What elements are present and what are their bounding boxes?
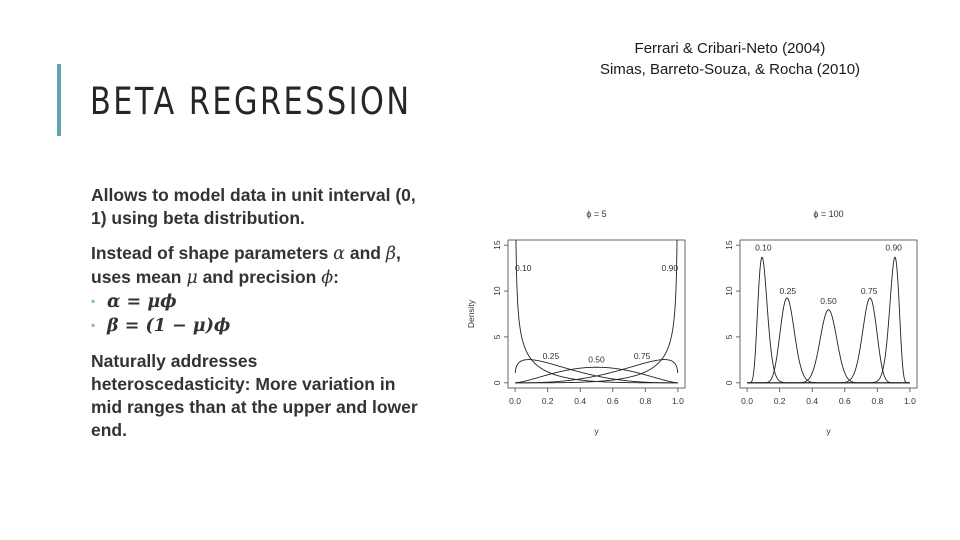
density-line-1-4 xyxy=(747,257,910,383)
bullet-1: Allows to model data in unit interval (0, 1) using beta distribution. xyxy=(91,185,416,228)
plot-frame-1 xyxy=(740,240,917,388)
phi-symbol: ϕ xyxy=(321,268,334,288)
series-label-0-4: 0.90 xyxy=(661,262,679,273)
chart-title-0: ϕ = 5 xyxy=(586,209,607,219)
slide-title: BETA REGRESSION xyxy=(90,80,412,123)
bullet-2 xyxy=(91,242,421,290)
series-label-0-2: 0.50 xyxy=(588,354,605,365)
bullet-3: Naturally addresses heteroscedasticity: More variation in mid ranges than at the upper and lower end. xyxy=(91,351,418,440)
plot-frame-0 xyxy=(508,240,685,388)
x-tick-label-1-3: 0.6 xyxy=(838,396,851,406)
bullet-2-text-d: and precision xyxy=(197,267,322,287)
accent-bar xyxy=(57,64,61,136)
density-line-0-2 xyxy=(515,367,678,383)
beta-formula: β = (1 − μ)ϕ xyxy=(107,316,231,336)
citation-1: Ferrari & Cribari-Neto (2004) xyxy=(634,40,826,57)
series-label-1-1: 0.25 xyxy=(779,285,797,296)
bullet-2-text-e: : xyxy=(333,267,339,287)
y-tick-label-1-2: 10 xyxy=(724,286,734,296)
alpha-symbol: α xyxy=(333,244,345,264)
alpha-formula: α = μϕ xyxy=(107,292,177,312)
bullet-2-text-a: Instead of shape parameters xyxy=(91,243,334,263)
bullet-2-text-b: and xyxy=(345,243,386,263)
x-tick-label-1-4: 0.8 xyxy=(871,396,884,406)
y-tick-label-0-2: 10 xyxy=(492,286,502,296)
bullet-dot-icon: ▪ xyxy=(91,294,96,308)
series-label-1-4: 0.90 xyxy=(885,242,902,253)
y-tick-label-0-1: 5 xyxy=(492,334,502,340)
x-tick-label-0-2: 0.4 xyxy=(574,396,587,406)
x-axis-label-0: y xyxy=(594,426,599,436)
x-tick-label-0-5: 1.0 xyxy=(672,396,684,406)
bullet-2-text-c: , uses mean xyxy=(91,243,401,287)
mu-symbol: μ xyxy=(186,268,198,288)
x-tick-label-0-4: 0.8 xyxy=(639,396,652,406)
x-tick-label-0-1: 0.2 xyxy=(541,396,554,406)
citation-2: Simas, Barreto-Souza, & Rocha (2010) xyxy=(599,61,861,78)
bullet-dot-icon: ▪ xyxy=(91,318,96,332)
series-label-0-3: 0.75 xyxy=(633,350,651,361)
density-line-1-2 xyxy=(747,310,910,383)
y-tick-label-1-3: 15 xyxy=(724,240,734,250)
beta-symbol: β xyxy=(385,244,396,264)
charts-svg xyxy=(450,195,930,455)
sub-bullet-beta xyxy=(91,314,421,338)
y-tick-label-0-3: 15 xyxy=(492,240,502,250)
x-tick-label-0-3: 0.6 xyxy=(606,396,619,406)
density-line-1-1 xyxy=(747,295,910,383)
series-label-0-1: 0.25 xyxy=(542,350,560,361)
series-label-1-2: 0.50 xyxy=(820,295,837,306)
x-axis-label-1: y xyxy=(826,426,831,436)
citations xyxy=(560,38,900,80)
beta-density-charts xyxy=(450,195,930,460)
y-tick-label-0-0: 0 xyxy=(492,380,502,386)
y-axis-label-0: Density xyxy=(466,299,476,329)
density-line-1-0 xyxy=(747,257,910,383)
y-tick-label-1-1: 5 xyxy=(724,334,734,340)
series-label-1-3: 0.75 xyxy=(860,285,878,296)
x-tick-label-1-2: 0.4 xyxy=(806,396,819,406)
bullet-list xyxy=(91,184,421,454)
x-tick-label-1-5: 1.0 xyxy=(904,396,916,406)
x-tick-label-1-1: 0.2 xyxy=(773,396,786,406)
density-line-1-3 xyxy=(747,295,910,383)
series-label-0-0: 0.10 xyxy=(514,262,532,273)
y-tick-label-1-0: 0 xyxy=(724,380,734,386)
sub-bullet-alpha xyxy=(91,290,421,314)
series-label-1-0: 0.10 xyxy=(755,242,772,253)
chart-title-1: ϕ = 100 xyxy=(813,209,844,219)
x-tick-label-1-0: 0.0 xyxy=(741,396,753,406)
x-tick-label-0-0: 0.0 xyxy=(509,396,521,406)
